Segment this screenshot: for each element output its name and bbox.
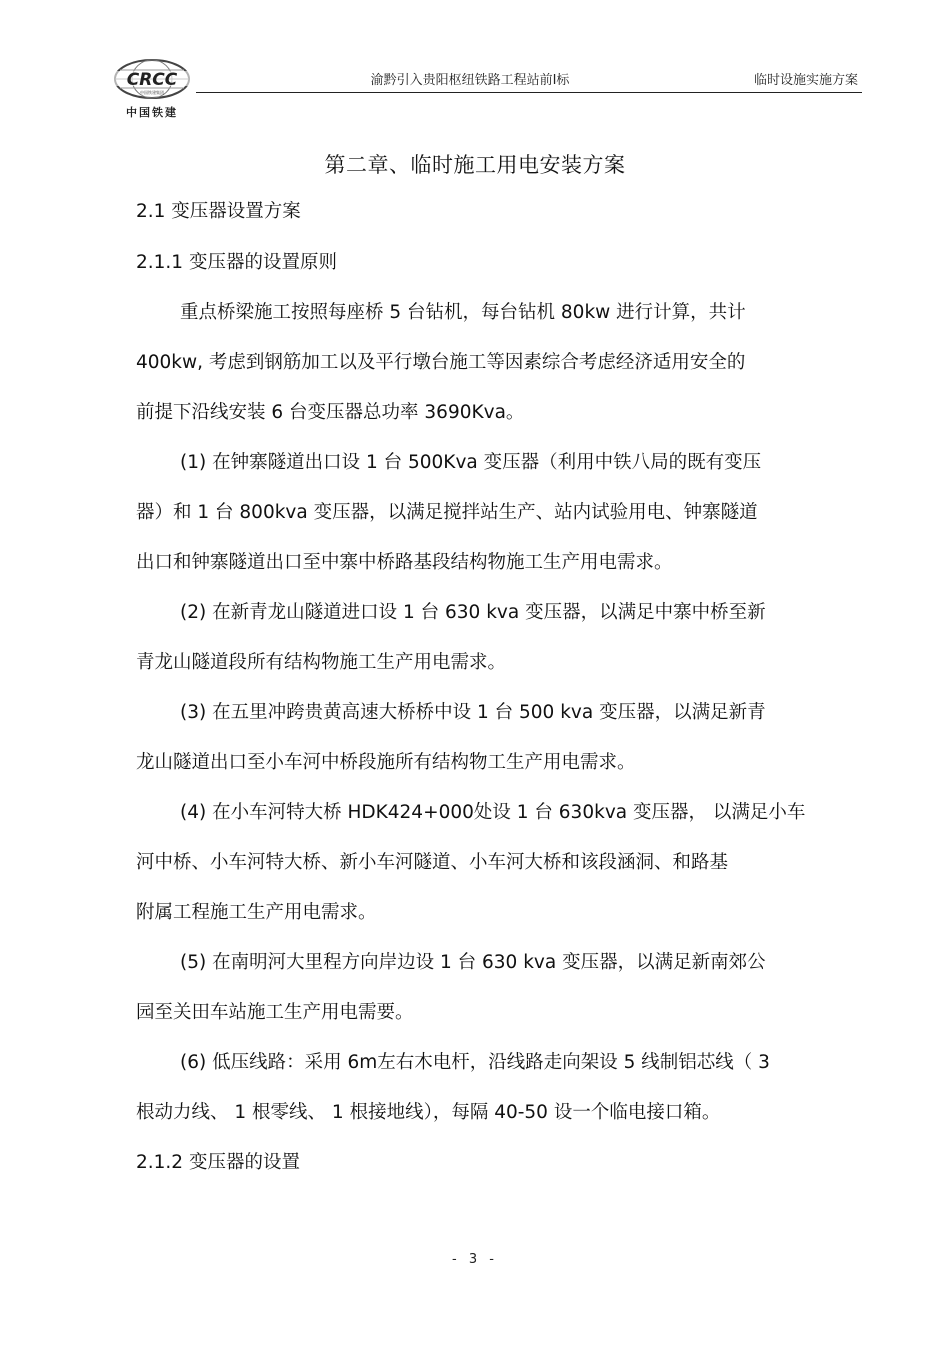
list-item-4-line: (4) 在小车河特大桥 HDK424+000处设 1 台 630kva 变压器， 以满足小车	[180, 802, 806, 823]
list-item-5-line: 园至关田车站施工生产用电需要。	[136, 1002, 414, 1023]
list-item-5-line: (5) 在南明河大里程方向岸边设 1 台 630 kva 变压器，以满足新南郊公	[180, 952, 766, 973]
crcc-logo-graphic	[106, 58, 198, 120]
paragraph-line: 重点桥梁施工按照每座桥 5 台钻机，每台钻机 80kw 进行计算，共计	[180, 302, 746, 323]
list-item-1-line: 器）和 1 台 800kva 变压器，以满足搅拌站生产、站内试验用电、钟寨隧道	[136, 502, 758, 523]
list-item-4-line: 附属工程施工生产用电需求。	[136, 902, 377, 923]
list-item-4-line: 河中桥、小车河特大桥、新小车河隧道、小车河大桥和该段涵洞、和路基	[136, 852, 729, 873]
list-item-2-line: (2) 在新青龙山隧道进口设 1 台 630 kva 变压器，以满足中寨中桥至新	[180, 602, 766, 623]
list-item-1-line: 出口和钟寨隧道出口至中寨中桥路基段结构物施工生产用电需求。	[136, 552, 673, 573]
paragraph-line: 前提下沿线安装 6 台变压器总功率 3690Kva。	[136, 402, 525, 423]
list-item-6-line: (6) 低压线路：采用 6m左右木电杆，沿线路走向架设 5 线制铝芯线（ 3	[180, 1052, 770, 1073]
list-item-2-line: 青龙山隧道段所有结构物施工生产用电需求。	[136, 652, 507, 673]
chapter-title: 第二章、临时施工用电安装方案	[324, 153, 626, 177]
logo-crcc-text: CRCC	[126, 70, 178, 90]
page-number: - 3 -	[452, 1252, 498, 1267]
header-document-title: 渝黔引入贵阳枢纽铁路工程站前Ⅰ标	[370, 73, 570, 88]
list-item-3-line: 龙山隧道出口至小车河中桥段施所有结构物工生产用电需求。	[136, 752, 636, 773]
paragraph-line: 400kw, 考虑到钢筋加工以及平行墩台施工等因素综合考虑经济适用安全的	[136, 352, 746, 373]
list-item-6-line: 根动力线、 1 根零线、 1 根接地线），每隔 40-50 设一个临电接口箱。	[136, 1102, 721, 1123]
header-document-category: 临时设施实施方案	[753, 73, 858, 88]
list-item-3-line: (3) 在五里冲跨贵黄高速大桥桥中设 1 台 500 kva 变压器，以满足新青	[180, 702, 766, 723]
logo-chinese-text: 中国铁建	[126, 106, 178, 119]
section-heading-2-1-1: 2.1.1 变压器的设置原则	[136, 252, 337, 273]
list-item-1-line: (1) 在钟寨隧道出口设 1 台 500Kva 变压器（利用中铁八局的既有变压	[180, 452, 762, 473]
header-divider	[196, 92, 862, 93]
section-heading-2-1: 2.1 变压器设置方案	[136, 201, 301, 222]
logo-small-text: 中国铁建集团	[140, 90, 164, 95]
crcc-logo	[106, 58, 198, 120]
section-heading-2-1-2: 2.1.2 变压器的设置	[136, 1152, 300, 1173]
